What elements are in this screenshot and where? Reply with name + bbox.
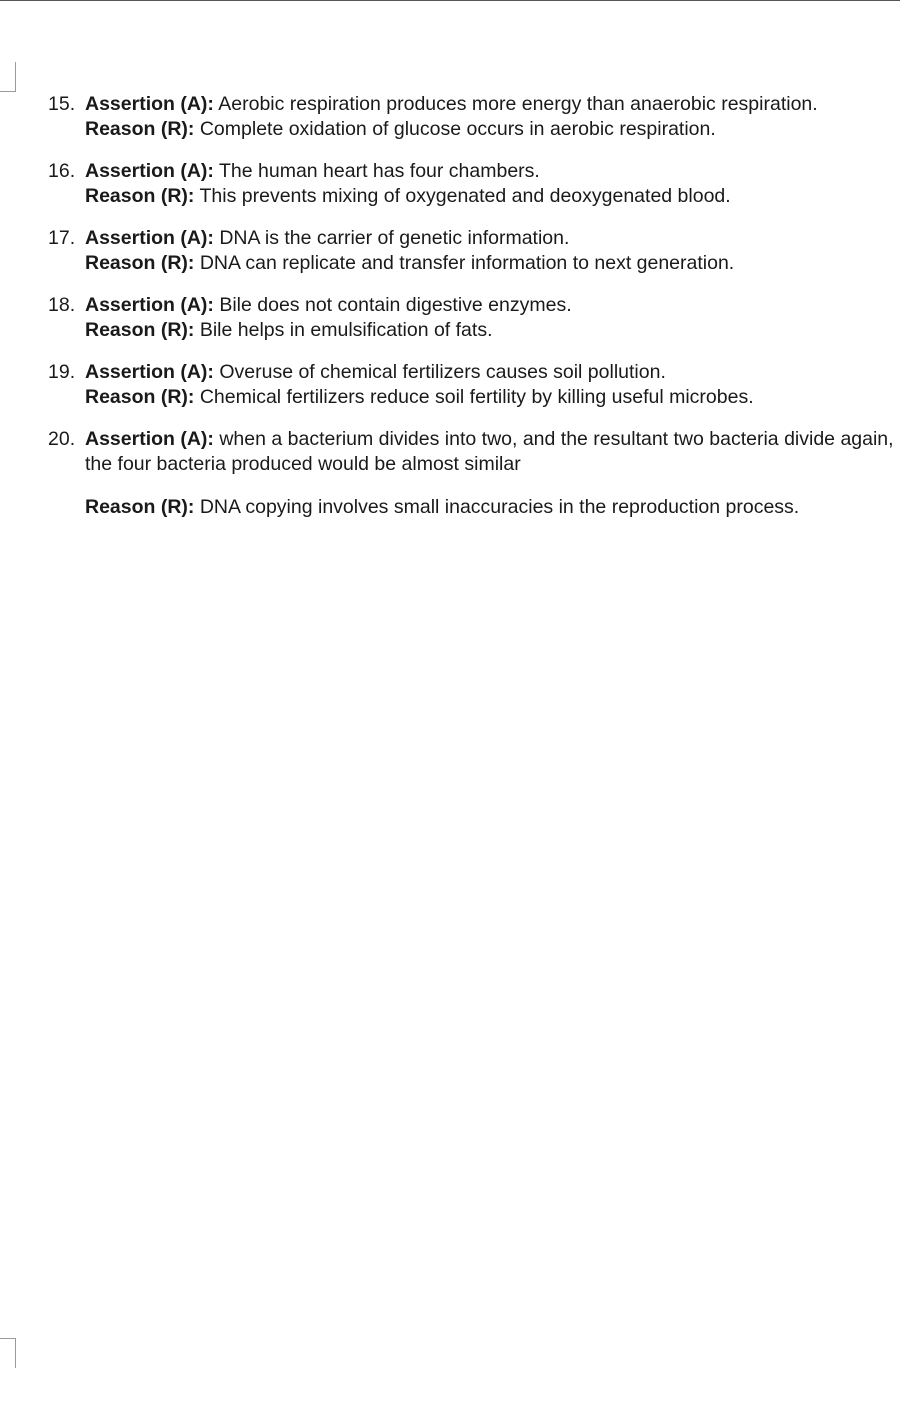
question-15 [48, 92, 896, 141]
question-number: 20. [48, 428, 76, 450]
reason-line [85, 184, 896, 209]
assertion-text: Overuse of chemical fertilizers causes soil pollution. [219, 361, 666, 383]
assertion-label: Assertion (A): [85, 227, 214, 249]
reason-text: This prevents mixing of oxygenated and deoxygenated blood. [199, 184, 731, 207]
assertion-line [85, 360, 896, 385]
question-16 [48, 159, 896, 208]
reason-line [85, 117, 896, 142]
assertion-reason-question-list [48, 92, 896, 538]
reason-label: Reason (R): [85, 318, 195, 341]
assertion-text: Bile does not contain digestive enzymes. [219, 294, 572, 316]
question-20 [48, 427, 896, 520]
assertion-label: Assertion (A): [85, 428, 214, 450]
assertion-line [85, 159, 896, 184]
reason-line [85, 385, 896, 410]
question-18 [48, 293, 896, 342]
reason-text: Chemical fertilizers reduce soil fertility by killing useful microbes. [199, 385, 754, 408]
assertion-label: Assertion (A): [85, 294, 214, 316]
page-top-border [0, 0, 900, 1]
assertion-text: DNA is the carrier of genetic information. [219, 227, 570, 249]
question-number: 15. [48, 93, 76, 115]
question-number: 16. [48, 160, 76, 182]
reason-label: Reason (R): [85, 117, 195, 140]
question-17 [48, 226, 896, 275]
assertion-line [85, 92, 896, 117]
reason-label: Reason (R): [85, 184, 195, 207]
assertion-text: Aerobic respiration produces more energy than anaerobic respiration. [218, 93, 818, 115]
reason-label: Reason (R): [85, 251, 195, 274]
assertion-text: The human heart has four chambers. [219, 160, 540, 182]
assertion-line [85, 427, 896, 476]
reason-line [85, 318, 896, 343]
reason-line [85, 495, 896, 520]
reason-label: Reason (R): [85, 496, 195, 518]
reason-label: Reason (R): [85, 385, 195, 408]
reason-text: DNA can replicate and transfer information to next generation. [199, 251, 735, 274]
assertion-text: when a bacterium divides into two, and the resultant two bacteria divide again, the four bacteria produced would be almost similar [85, 428, 894, 475]
assertion-label: Assertion (A): [85, 160, 214, 182]
reason-text: Complete oxidation of glucose occurs in aerobic respiration. [199, 117, 716, 140]
assertion-line [85, 293, 896, 318]
assertion-label: Assertion (A): [85, 93, 214, 115]
reason-line [85, 251, 896, 276]
crop-mark-top [0, 62, 16, 92]
reason-text: Bile helps in emulsification of fats. [199, 318, 493, 341]
crop-mark-bottom [0, 1338, 16, 1368]
assertion-label: Assertion (A): [85, 361, 214, 383]
question-number: 19. [48, 361, 76, 383]
question-19 [48, 360, 896, 409]
assertion-line [85, 226, 896, 251]
reason-text: DNA copying involves small inaccuracies in the reproduction process. [199, 496, 800, 518]
question-number: 17. [48, 227, 76, 249]
question-number: 18. [48, 294, 76, 316]
